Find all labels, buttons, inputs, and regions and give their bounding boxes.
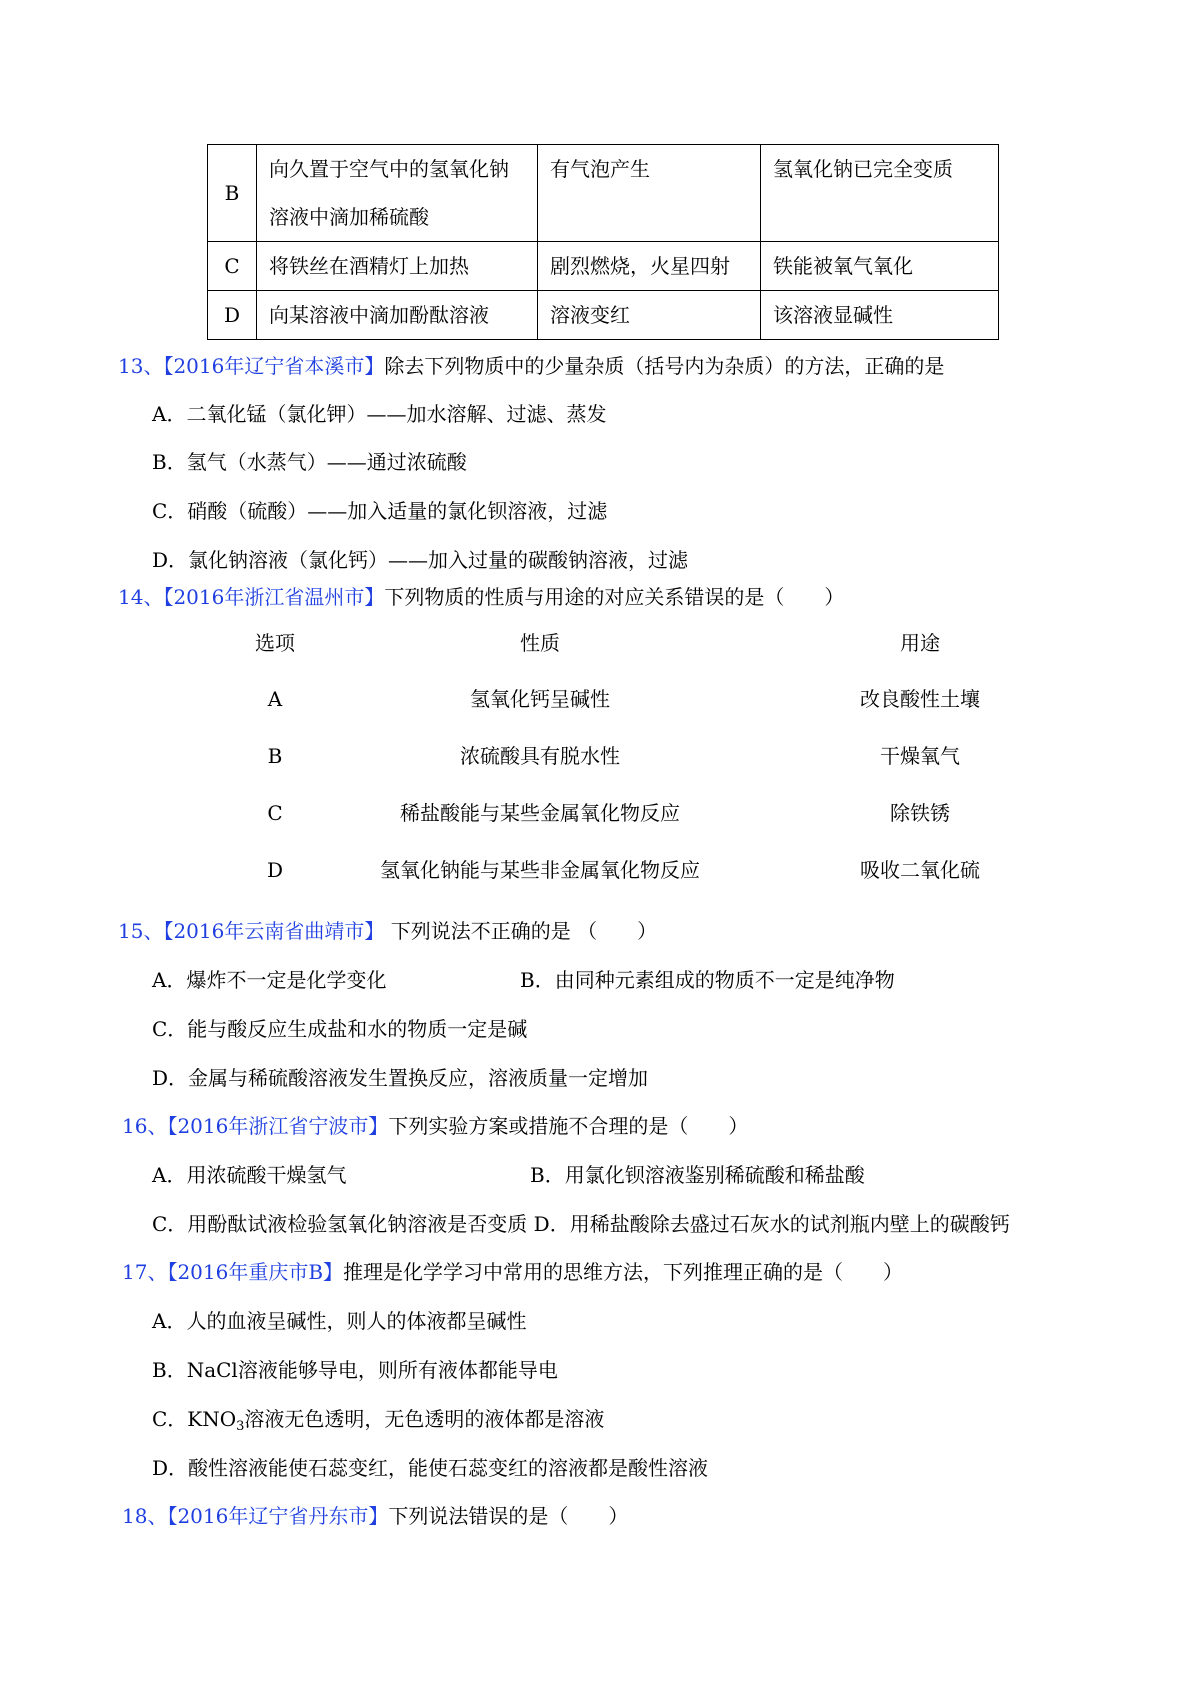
table-row: [200, 741, 1080, 771]
row-label: D: [208, 291, 257, 340]
option-c: [152, 1406, 604, 1432]
source-tag: 【2016年重庆市B】: [167, 1260, 344, 1284]
cell-option: B: [267, 744, 283, 768]
cell-use: 改良酸性土壤: [860, 687, 980, 711]
option-d: D．金属与稀硫酸溶液发生置换反应，溶液质量一定增加: [152, 1066, 649, 1090]
option-c-prefix: C．KNO: [152, 1407, 237, 1431]
source-tag: 【2016年辽宁省本溪市】: [163, 354, 385, 378]
question-text: 除去下列物质中的少量杂质（括号内为杂质）的方法，正确的是: [384, 354, 945, 378]
question-text: 下列说法错误的是（ ）: [388, 1504, 629, 1528]
header-property: 性质: [520, 631, 560, 655]
option-b: B．NaCl溶液能够导电，则所有液体都能导电: [152, 1358, 558, 1382]
question-16-stem: [122, 1113, 748, 1139]
phenomenon-cell: 溶液变红: [538, 291, 761, 340]
option-a: A．二氧化锰（氯化钾）——加水溶解、过滤、蒸发: [152, 402, 607, 426]
question-13-stem: [118, 353, 944, 379]
question-number: 16、: [122, 1114, 168, 1138]
cell-use: 吸收二氧化硫: [860, 858, 980, 882]
question-18-stem: [122, 1503, 628, 1529]
header-option: 选项: [255, 631, 295, 655]
experiment-table: [207, 144, 999, 340]
question-17-stem: [122, 1259, 903, 1285]
phenomenon-cell: 剧烈燃烧，火星四射: [538, 242, 761, 291]
operation-cell: [257, 145, 538, 242]
table-row: [208, 145, 999, 242]
header-use: 用途: [900, 631, 940, 655]
question-number: 17、: [122, 1260, 168, 1284]
cell-option: D: [266, 858, 284, 882]
option-b: B．用氯化钡溶液鉴别稀硫酸和稀盐酸: [530, 1163, 865, 1187]
cell-use: 除铁锈: [890, 801, 950, 825]
source-tag: 【2016年辽宁省丹东市】: [167, 1504, 389, 1528]
cell-option: C: [267, 801, 283, 825]
option-c-text: 溶液无色透明，无色透明的液体都是溶液: [244, 1407, 605, 1431]
operation-line: 溶液中滴加稀硫酸: [269, 205, 429, 229]
source-tag: 【2016年浙江省温州市】: [163, 585, 385, 609]
source-tag: 【2016年浙江省宁波市】: [167, 1114, 389, 1138]
option-d: D．氯化钠溶液（氯化钙）——加入过量的碳酸钠溶液，过滤: [152, 548, 689, 572]
phenomenon-cell: 有气泡产生: [538, 145, 761, 242]
table-row: [200, 684, 1080, 714]
question-text: 推理是化学学习中常用的思维方法，下列推理正确的是（ ）: [343, 1260, 904, 1284]
cell-use: 干燥氧气: [880, 744, 960, 768]
table-row: [200, 798, 1080, 828]
cell-property: 氢氧化钙呈碱性: [470, 687, 610, 711]
question-number: 13、: [118, 354, 164, 378]
table-row: [200, 855, 1080, 885]
operation-line: 向久置于空气中的氢氧化钠: [269, 157, 509, 181]
question-number: 18、: [122, 1504, 168, 1528]
source-tag: 【2016年云南省曲靖市】: [163, 919, 385, 943]
question-text: 下列说法不正确的是 （ ）: [384, 919, 658, 943]
option-a: A．用浓硫酸干燥氢气: [152, 1163, 347, 1187]
option-b: B．氢气（水蒸气）——通过浓硫酸: [152, 450, 467, 474]
operation-cell: 向某溶液中滴加酚酞溶液: [257, 291, 538, 340]
row-label: B: [208, 145, 257, 242]
option-c: C．硝酸（硫酸）——加入适量的氯化钡溶液，过滤: [152, 499, 608, 523]
table-row: [208, 291, 999, 340]
cell-property: 浓硫酸具有脱水性: [460, 744, 620, 768]
cell-property: 稀盐酸能与某些金属氧化物反应: [400, 801, 680, 825]
option-d: D．酸性溶液能使石蕊变红，能使石蕊变红的溶液都是酸性溶液: [152, 1456, 709, 1480]
option-c: C．能与酸反应生成盐和水的物质一定是碱: [152, 1017, 528, 1041]
question-15-stem: [118, 918, 657, 944]
operation-cell: 将铁丝在酒精灯上加热: [257, 242, 538, 291]
cell-property: 氢氧化钠能与某些非金属氧化物反应: [380, 858, 700, 882]
conclusion-cell: 该溶液显碱性: [761, 291, 999, 340]
question-text: 下列实验方案或措施不合理的是（ ）: [388, 1114, 749, 1138]
question-text: 下列物质的性质与用途的对应关系错误的是（ ）: [384, 585, 845, 609]
table-row: [208, 242, 999, 291]
question-number: 14、: [118, 585, 164, 609]
cell-option: A: [267, 687, 283, 711]
option-a: A．人的血液呈碱性，则人的体液都呈碱性: [152, 1309, 527, 1333]
option-a: A．爆炸不一定是化学变化: [152, 968, 387, 992]
conclusion-cell: 氢氧化钠已完全变质: [761, 145, 999, 242]
row-label: C: [208, 242, 257, 291]
question-14-stem: [118, 584, 844, 610]
table-header-row: [200, 628, 1080, 658]
conclusion-cell: 铁能被氧气氧化: [761, 242, 999, 291]
question-number: 15、: [118, 919, 164, 943]
subscript: 3: [236, 1419, 245, 1434]
option-c-d: C．用酚酞试液检验氢氧化钠溶液是否变质 D．用稀盐酸除去盛过石灰水的试剂瓶内壁上的碳酸钙: [152, 1212, 1010, 1236]
option-b: B．由同种元素组成的物质不一定是纯净物: [520, 968, 895, 992]
